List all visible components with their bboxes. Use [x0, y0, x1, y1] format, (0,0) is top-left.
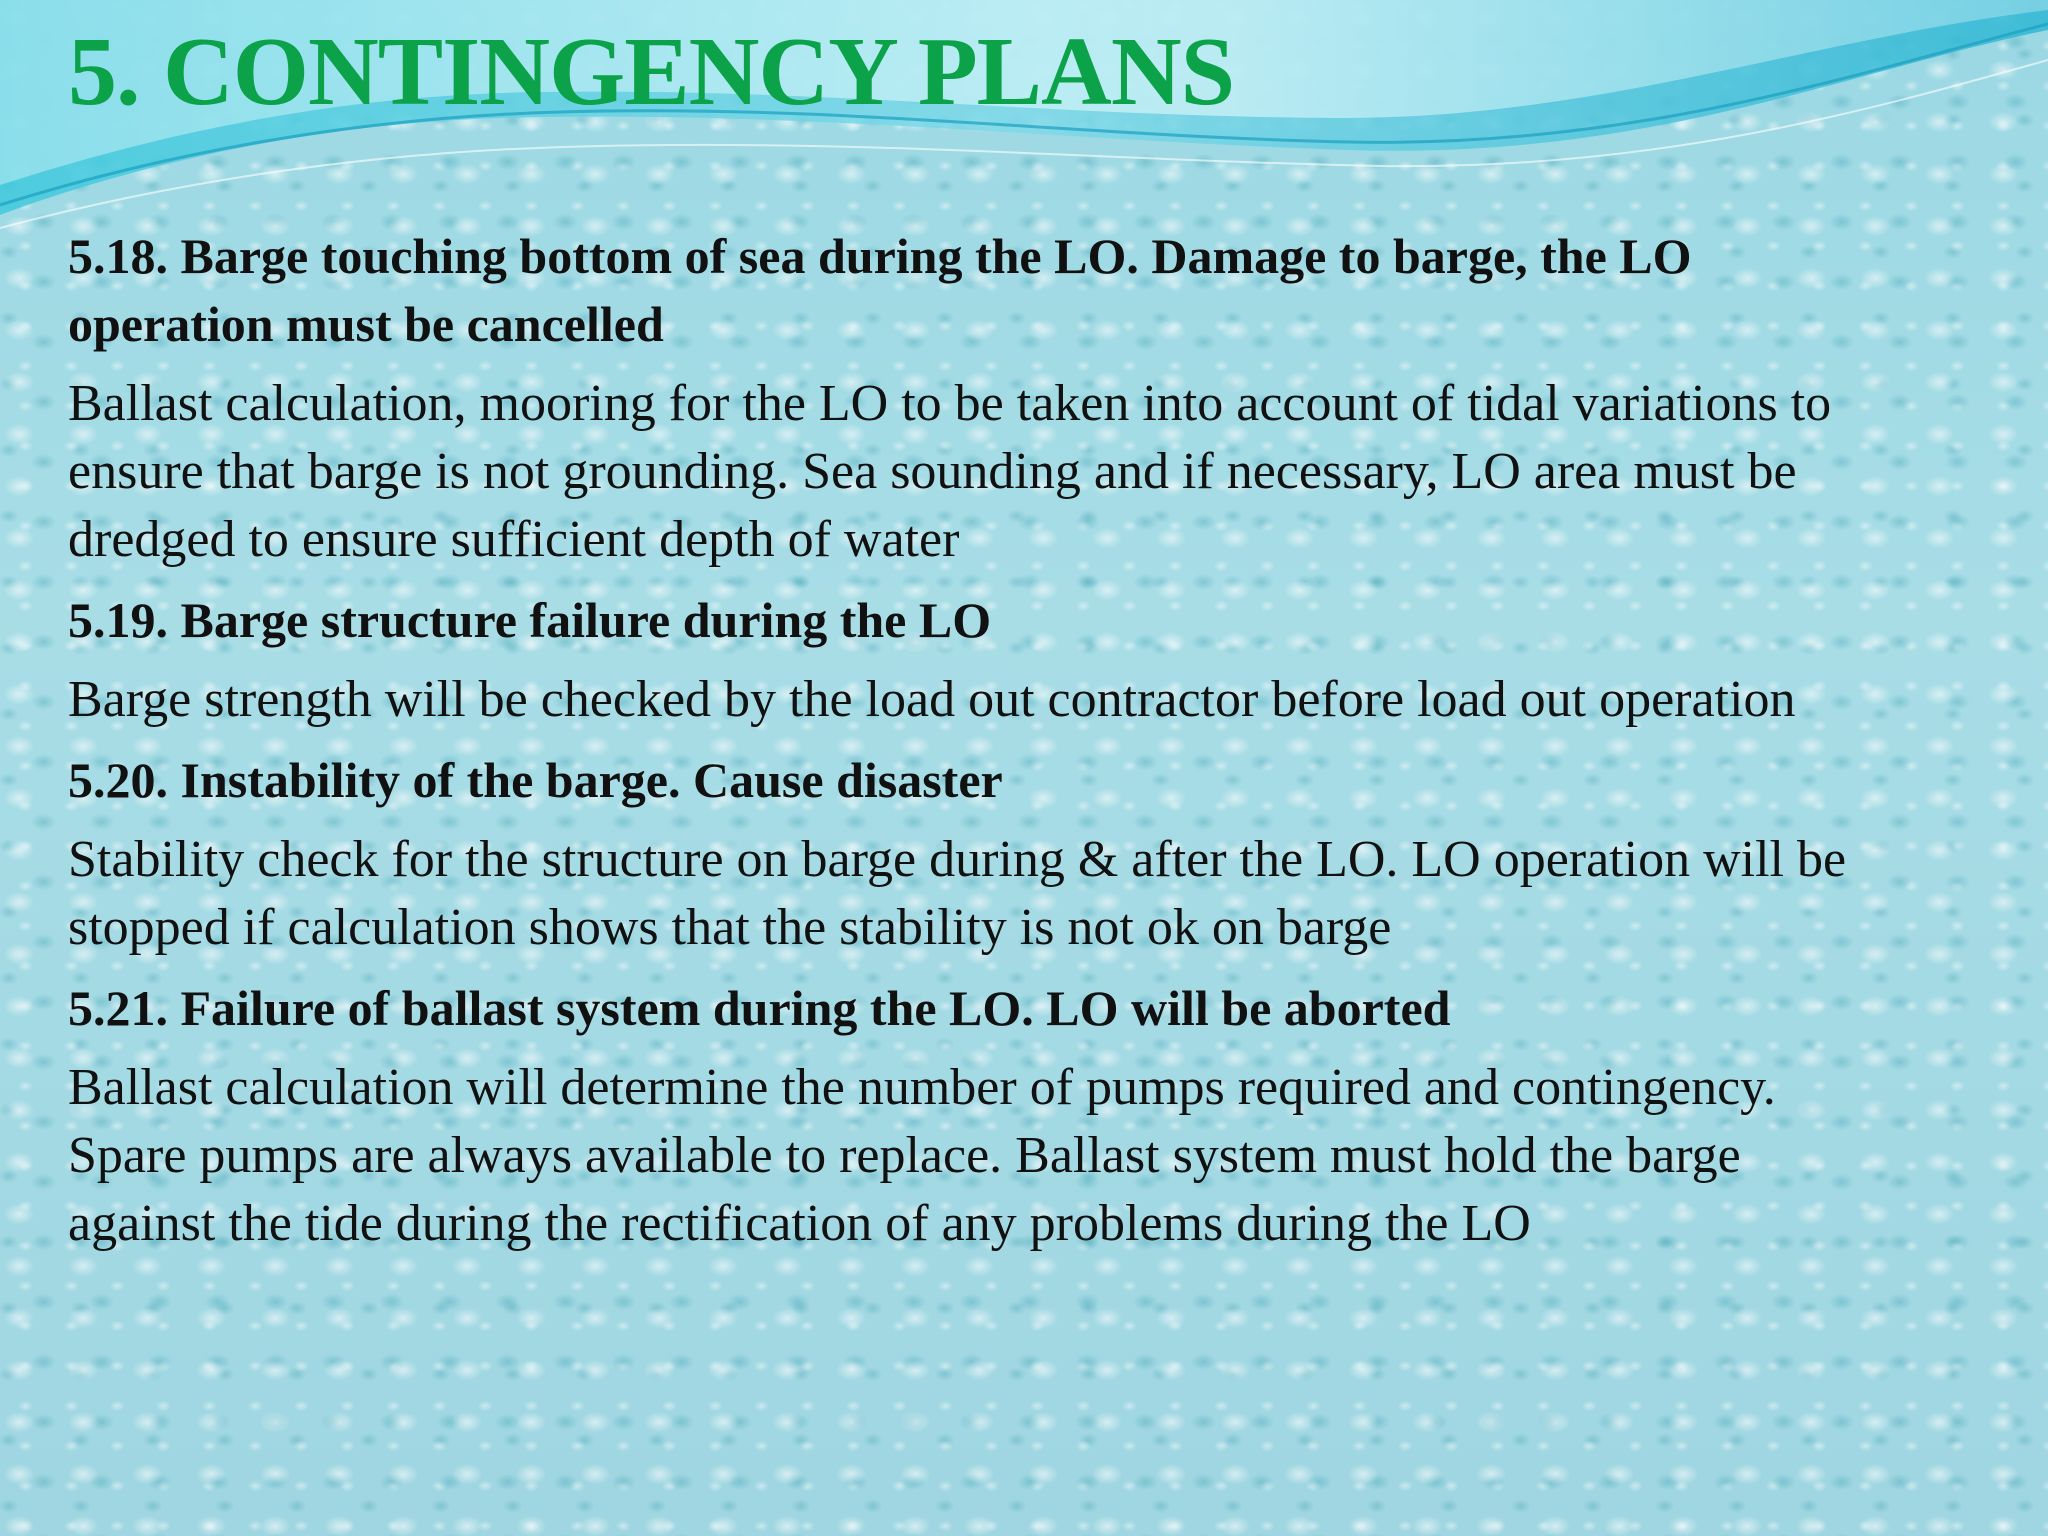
- section-heading-5-20: 5.20. Instability of the barge. Cause disaster: [68, 752, 1003, 808]
- section-heading-5-21: 5.21. Failure of ballast system during the LO. LO will be aborted: [68, 980, 1451, 1036]
- section-body-5-21: Ballast calculation will determine the number of pumps required and contingency. Spare pumps are always available to replace. Ballast system must hold the barge against the tide during the rectification of any problems during the LO: [68, 1059, 1776, 1252]
- slide-content: [68, 222, 1888, 1270]
- section-heading-5-19: 5.19. Barge structure failure during the LO: [68, 592, 992, 648]
- section-body-5-18: Ballast calculation, mooring for the LO to be taken into account of tidal variations to ensure that barge is not grounding. Sea sounding and if necessary, LO area must be dredged to ensure sufficient depth of water: [68, 375, 1832, 568]
- section-body-5-20: Stability check for the structure on barge during & after the LO. LO operation will be stopped if calculation shows that the stability is not ok on barge: [68, 831, 1847, 956]
- slide-title: 5. CONTINGENCY PLANS: [68, 18, 1235, 126]
- section-body-5-19: Barge strength will be checked by the load out contractor before load out operation: [68, 671, 1796, 728]
- section-heading-5-18: 5.18. Barge touching bottom of sea during the LO. Damage to barge, the LO operation must be cancelled: [68, 228, 1692, 352]
